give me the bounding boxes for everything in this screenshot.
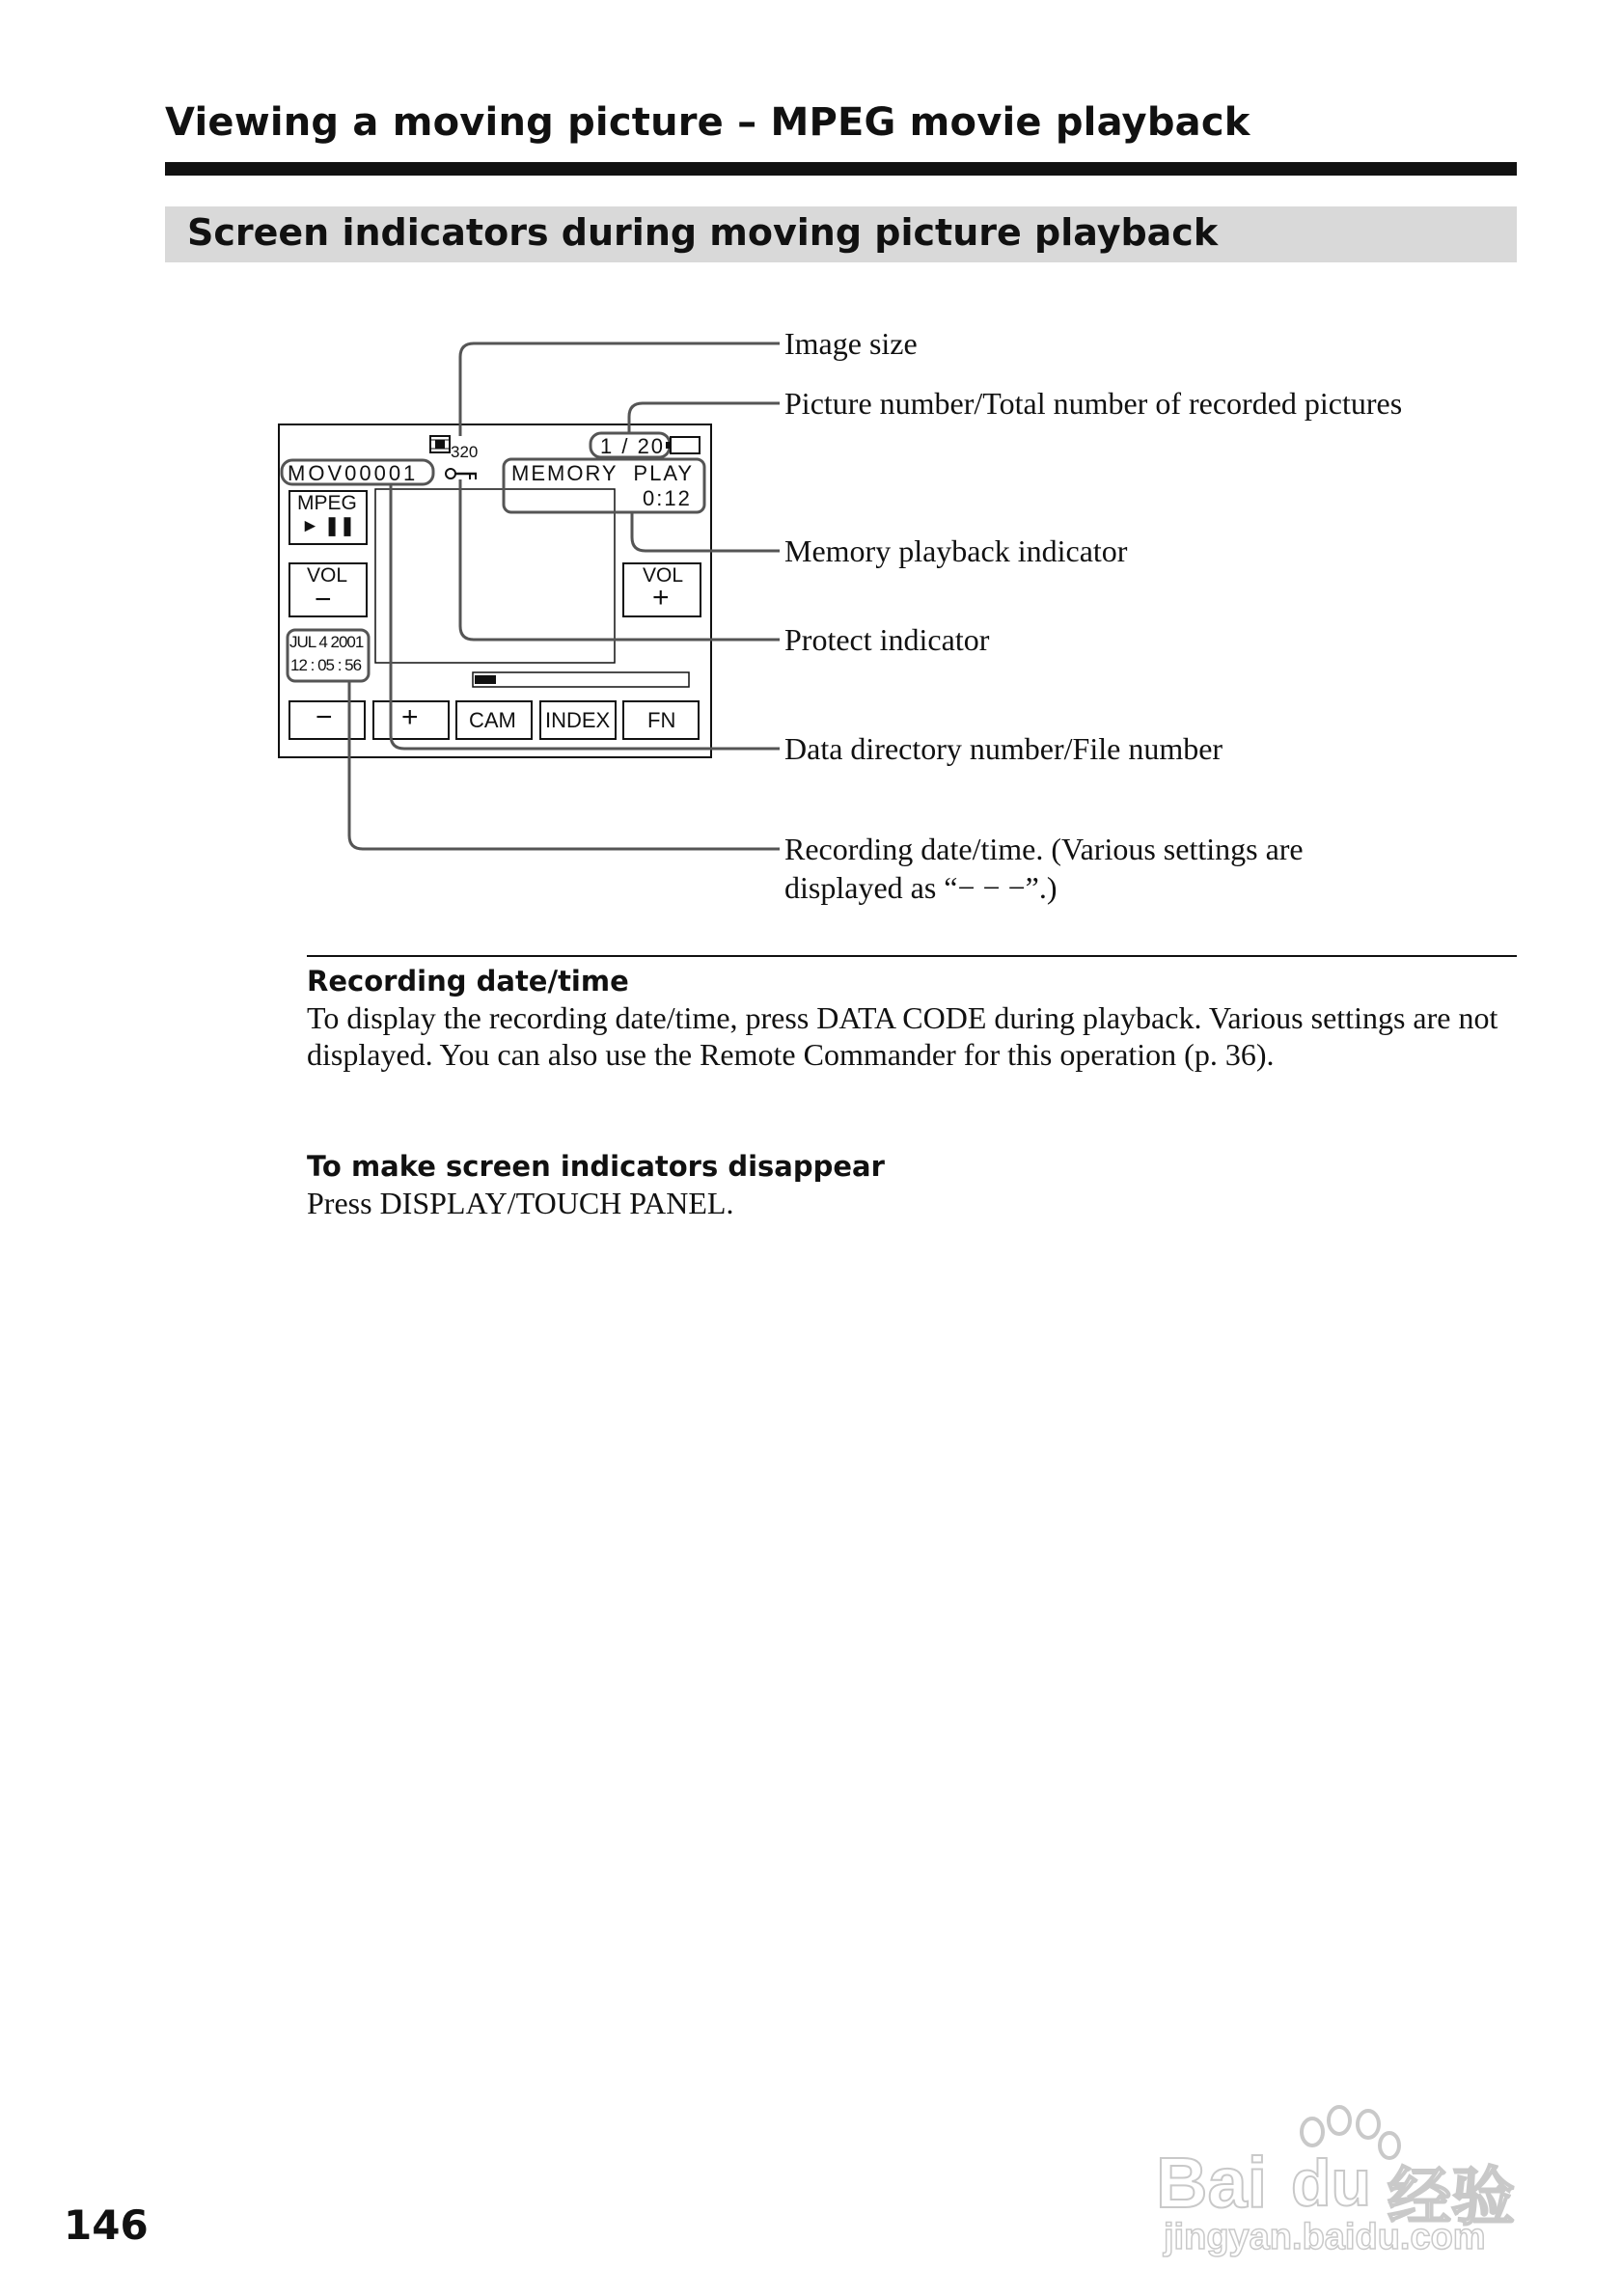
battery-icon — [671, 437, 700, 453]
callout-picture-number: Picture number/Total number of recorded pictures — [784, 386, 1403, 421]
callout-memory-playback: Memory playback indicator — [784, 533, 1128, 568]
recording-clock: 12 : 05 : 56 — [290, 656, 362, 674]
playback-time: 0:12 — [643, 486, 692, 510]
page-number: 146 — [64, 2201, 149, 2249]
screen-btn-fn[interactable]: FN — [647, 708, 676, 732]
picture-counter: 1 / 20 — [600, 434, 666, 458]
screen-diagram — [0, 0, 1621, 926]
watermark-brand-c: 经验 — [1387, 2161, 1515, 2232]
recording-date: JUL 4 2001 — [289, 633, 364, 651]
callout-file-number: Data directory number/File number — [784, 731, 1223, 766]
vol-label-right: VOL — [643, 564, 684, 587]
progress-fill — [475, 675, 496, 684]
image-size-film-icon — [430, 436, 450, 452]
progress-track — [473, 672, 689, 687]
protect-key-icon — [446, 469, 477, 479]
note-body-date-time: To display the recording date/time, press DATA CODE during playback. Various settings are not displayed. You can also use the Remote Commander for this operation (p. 36). — [307, 1000, 1498, 1072]
notes-rule — [307, 955, 1517, 957]
watermark-brand-a: Bai — [1156, 2143, 1268, 2223]
file-number: MOV00001 — [288, 461, 419, 485]
note-heading-date-time: Recording date/time — [307, 965, 629, 998]
leader-memory-playback — [632, 512, 780, 551]
lcd-picture-area — [375, 489, 615, 663]
vol-label-left: VOL — [307, 564, 348, 587]
screen-btn-minus[interactable]: − — [316, 701, 333, 733]
screen-btn-index[interactable]: INDEX — [545, 708, 611, 732]
play-pause-icon[interactable]: ► ❚❚ — [301, 516, 355, 536]
vol-plus-button[interactable]: + — [652, 582, 670, 614]
leader-image-size — [460, 343, 780, 436]
leader-picture-number — [629, 403, 780, 433]
page-header-title: Viewing a moving picture – MPEG movie playback — [165, 100, 1250, 145]
screen-btn-plus[interactable]: + — [401, 701, 419, 733]
vol-minus-button[interactable]: − — [315, 584, 332, 615]
watermark-url: jingyan.baidu.com — [1164, 2217, 1486, 2257]
image-size-value: 320 — [451, 443, 479, 461]
leader-protect — [460, 479, 780, 640]
callout-date-time-line2: displayed as “− − −”.) — [784, 870, 1058, 905]
memory-play-indicator: MEMORY PLAY — [511, 461, 695, 485]
note-heading-hide-indicators: To make screen indicators disappear — [307, 1150, 885, 1183]
note-body-hide-indicators: Press DISPLAY/TOUCH PANEL. — [307, 1186, 734, 1220]
callout-image-size: Image size — [784, 326, 918, 361]
callout-date-time — [784, 830, 1304, 907]
watermark-brand-b: du — [1291, 2146, 1372, 2220]
callout-protect: Protect indicator — [784, 622, 990, 657]
mpeg-label: MPEG — [297, 492, 357, 514]
callout-date-time-line1: Recording date/time. (Various settings are — [784, 832, 1304, 866]
baidu-jingyan-watermark — [1156, 2103, 1561, 2262]
section-title: Screen indicators during moving picture playback — [187, 211, 1219, 254]
screen-btn-cam[interactable]: CAM — [469, 708, 516, 732]
